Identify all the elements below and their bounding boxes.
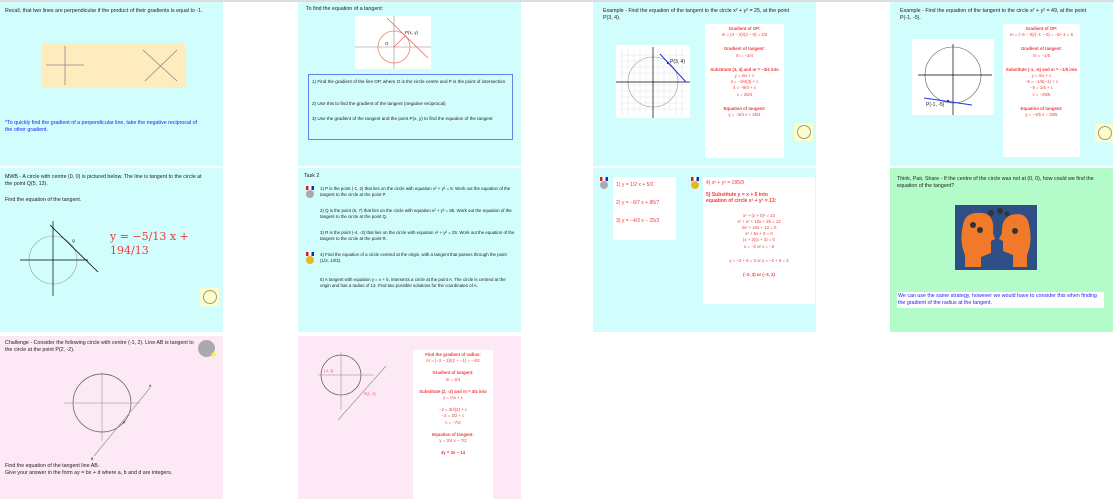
solution-line: m = (−5 − 0)/(−1 − 0) = −5/−1 = 5 xyxy=(1010,32,1073,38)
answer-line: 1) y = 1/2 x + 5/2 xyxy=(616,182,654,188)
solution-box xyxy=(1003,24,1080,157)
solution-line: m = −3/4 xyxy=(736,52,753,58)
answer-line: 3) y = −4/3 x − 25/3 xyxy=(616,218,660,225)
solution-line: y = −1/5 x − 26/5 xyxy=(1025,112,1058,118)
slide-5-thumbnail[interactable] xyxy=(0,168,223,332)
solution-line: m = −1/5 xyxy=(1033,52,1050,58)
slide-6-thumbnail[interactable] xyxy=(298,168,521,332)
solution-line: c = 25/4 xyxy=(736,91,753,97)
slide-title: Think, Pair, Share - If the centre of the circle was not at (0, 0), how could we find the equation of the tangent? xyxy=(897,176,1094,189)
answer-line: 2x² + 10x + 12 = 0 xyxy=(741,225,777,231)
gold-medal-icon xyxy=(691,177,699,189)
point-label: P(-1, -5) xyxy=(926,102,945,108)
slide-title: MWB - A circle with centre (0, 0) is pictured below. The line is tangent to the circle at the point Q(5, 13). xyxy=(5,174,202,187)
solution-line: c = −7/2 xyxy=(445,419,461,425)
solution-line: Substitute (3, 4) and m = −3/4 into xyxy=(710,66,779,72)
compass-icon xyxy=(1095,124,1113,142)
solution-line: Gradient of OP: xyxy=(728,26,761,31)
challenge-diagram xyxy=(316,350,391,422)
step-2: 2) Use this to find the gradient of the tangent (negative reciprocal) xyxy=(312,101,446,106)
slide-9-thumbnail[interactable] xyxy=(0,336,223,499)
solution-line: Gradient of tangent: xyxy=(432,370,474,376)
point-q-label: Q xyxy=(72,238,76,243)
centre-o-label: O xyxy=(385,41,389,46)
answer-line: x² + (x + 5)² = 13 xyxy=(743,212,775,218)
tangent-diagram xyxy=(18,218,102,298)
gold-medal-icon xyxy=(306,252,314,264)
answer-line: 2) y = −6/7 x + 85/7 xyxy=(616,200,660,207)
slide-3-thumbnail[interactable] xyxy=(593,2,816,166)
solution-box xyxy=(413,350,493,499)
solution-line: Equation of tangent: xyxy=(1020,105,1063,111)
solution-line: y = 3/4 x − 7/2 xyxy=(439,438,467,444)
slide-title: Challenge - Consider the following circle with centre (-1, 2). Line AB is tangent to the circle at the point P(2, -2). xyxy=(5,340,194,353)
solution-line: 4 = −9/4 + c xyxy=(733,85,756,91)
perpendicular-lines-diagram xyxy=(42,43,185,88)
slide-title: To find the equation of a tangent: xyxy=(306,6,384,12)
label-a: A xyxy=(149,384,152,388)
answer-note: We can use the same strategy, however we would have to consider this when finding the gradient of the radius at the tangent. xyxy=(897,292,1104,308)
label-b: B xyxy=(91,457,94,461)
solution-line: 4y = 3x − 14 xyxy=(440,450,466,456)
answer-line: x = −2 or x = −3 xyxy=(743,243,775,249)
answer-line: equation of circle x² + y² = 13: xyxy=(706,198,777,205)
answer-line: x² + 5x + 6 = 0 xyxy=(745,231,773,237)
solution-line: m = (4 − 0)/(3 − 0) = 4/3 xyxy=(721,32,768,38)
point-p-label: P(x, y) xyxy=(405,30,418,35)
slide-2-thumbnail[interactable] xyxy=(298,2,521,166)
tip-note: *To quickly find the gradient of a perpendicular line, take the negative reciprocal of the other gradient. xyxy=(5,120,197,133)
solution-line: Gradient of OP: xyxy=(1025,26,1058,31)
graph-diagram xyxy=(616,45,690,118)
answer-equation: y = −5/13 x + 194/13 xyxy=(110,230,189,257)
slide-7-thumbnail[interactable] xyxy=(593,168,816,332)
challenge-diagram xyxy=(60,366,160,461)
solution-line: Equation of tangent: xyxy=(432,431,474,437)
solution-line: −2 = 3/4(2) + c xyxy=(438,407,468,413)
answer-line: (x + 2)(x + 3) = 0 xyxy=(743,237,775,243)
solution-line: Find the gradient of radius: xyxy=(425,352,481,357)
slide-title: Example - Find the equation of the tangent to the circle x² + y² = 25, at the point P(3, 4). xyxy=(603,8,790,21)
task-item-3: 3) R is the point (-4, -3) that lies on the circle with equation x² + y² = 25. Work out the equation of the tangent to the circle at the point R. xyxy=(320,230,515,241)
answer-line: 4) x² + y² = 185/9 xyxy=(706,180,745,186)
task-item-5: 5) A tangent with equation y = x + 5, intersects a circle at the point A. The circle is centred at the origin and has a radius of 13. Find two possible solutions for the coordinates of A. xyxy=(320,277,506,288)
solution-line: −5 = −1/5(−1) + c xyxy=(1024,79,1059,85)
answers-box-1 xyxy=(613,177,676,240)
point-label: P(2, -2) xyxy=(364,392,376,396)
compass-icon xyxy=(200,288,219,306)
solution-line: m = 3/4 xyxy=(445,376,461,382)
point-label: P(3, 4) xyxy=(670,59,686,65)
solution-line: Equation of tangent: xyxy=(723,105,766,111)
solution-line: 4 = −3/4(3) + c xyxy=(730,79,759,85)
slide-4-thumbnail[interactable] xyxy=(890,2,1113,166)
solution-line: y = −3/4 x + 25/4 xyxy=(728,112,761,118)
task-item-1: 1) P is the point (-1, 2) that lies on the circle with equation x² + y² = 5. Work out the equation of the tangent to the circle at the point P. xyxy=(320,186,511,197)
slide-title: Task 2 xyxy=(304,173,320,179)
question-text: Find the equation of the tangent. xyxy=(5,197,82,203)
question-line-1: Find the equation of the tangent line AB. xyxy=(5,463,100,469)
solution-line: c = −26/5 xyxy=(1032,91,1051,97)
silver-medal-icon xyxy=(600,177,608,189)
slide-1-thumbnail[interactable] xyxy=(0,2,223,166)
slide-10-thumbnail[interactable] xyxy=(298,336,521,499)
solution-line: −2 = 3/2 + c xyxy=(441,413,465,419)
centre-label: (-1, 2) xyxy=(324,369,334,373)
task-item-4: 4) Find the equation of a circle centred at the origin, with a tangent that passes through the point (1/3, 13/3). xyxy=(320,252,507,263)
solution-line: y = mx + c xyxy=(443,395,463,401)
answer-line: 5) Substitute y = x + 5 into xyxy=(706,192,768,199)
answer-line: y = −2 + 5 = 3 or y = −3 + 5 = 2 xyxy=(729,257,789,263)
task-item-2: 2) Q is the point (6, 7) that lies on the circle with equation x² + y² = 85. Work out the equation of the tangent to the circle at the point Q. xyxy=(320,208,512,219)
slide-title: Recall, that two lines are perpendicular if the product of their gradients is equal to -1. xyxy=(5,8,203,14)
solution-line: Gradient of tangent: xyxy=(1020,46,1063,52)
silver-medal-icon xyxy=(306,186,314,198)
question-line-2: Give your answer in the form ay = bx + d where a, b and d are integers. xyxy=(5,470,173,476)
steps-box xyxy=(308,74,513,140)
solution-line: m = (−2 − 2)/(2 − −1) = −4/3 xyxy=(426,358,480,364)
solution-line: Substitute (2, -2) and m = 3/4 into xyxy=(419,388,487,394)
solution-line: y = mx + c xyxy=(1031,73,1052,79)
slide-title: Example - Find the equation of the tangent to the circle x² + y² = 49, at the point P(-1, -5). xyxy=(900,8,1087,21)
slide-8-thumbnail[interactable] xyxy=(890,168,1113,332)
challenge-badge-icon: ★ xyxy=(198,340,215,357)
tangent-diagram xyxy=(355,16,431,69)
solution-line: Gradient of tangent: xyxy=(723,46,766,52)
solution-box xyxy=(705,24,784,158)
compass-icon xyxy=(794,123,813,141)
step-3: 3) Use the gradient of the tangent and the point P(x, y) to find the equation of the tangent xyxy=(312,116,493,121)
label-p: P xyxy=(123,421,126,425)
thinking-heads-image xyxy=(955,205,1037,270)
answer-line: (−2, 3) or (−3, 2) xyxy=(743,272,775,278)
solution-line: Substitute (-1, -5) and m = −1/5 into xyxy=(1005,66,1078,72)
solution-line: −5 = 1/5 + c xyxy=(1030,85,1053,91)
solution-line: y = mx + c xyxy=(734,73,755,79)
step-1: 1) Find the gradient of the line OP, where O is the circle centre and P is the point of intersection xyxy=(312,79,506,84)
answers-box-2 xyxy=(703,177,815,304)
graph-diagram xyxy=(912,39,994,115)
answer-line: x² + x² + 10x + 25 = 13 xyxy=(737,218,781,224)
